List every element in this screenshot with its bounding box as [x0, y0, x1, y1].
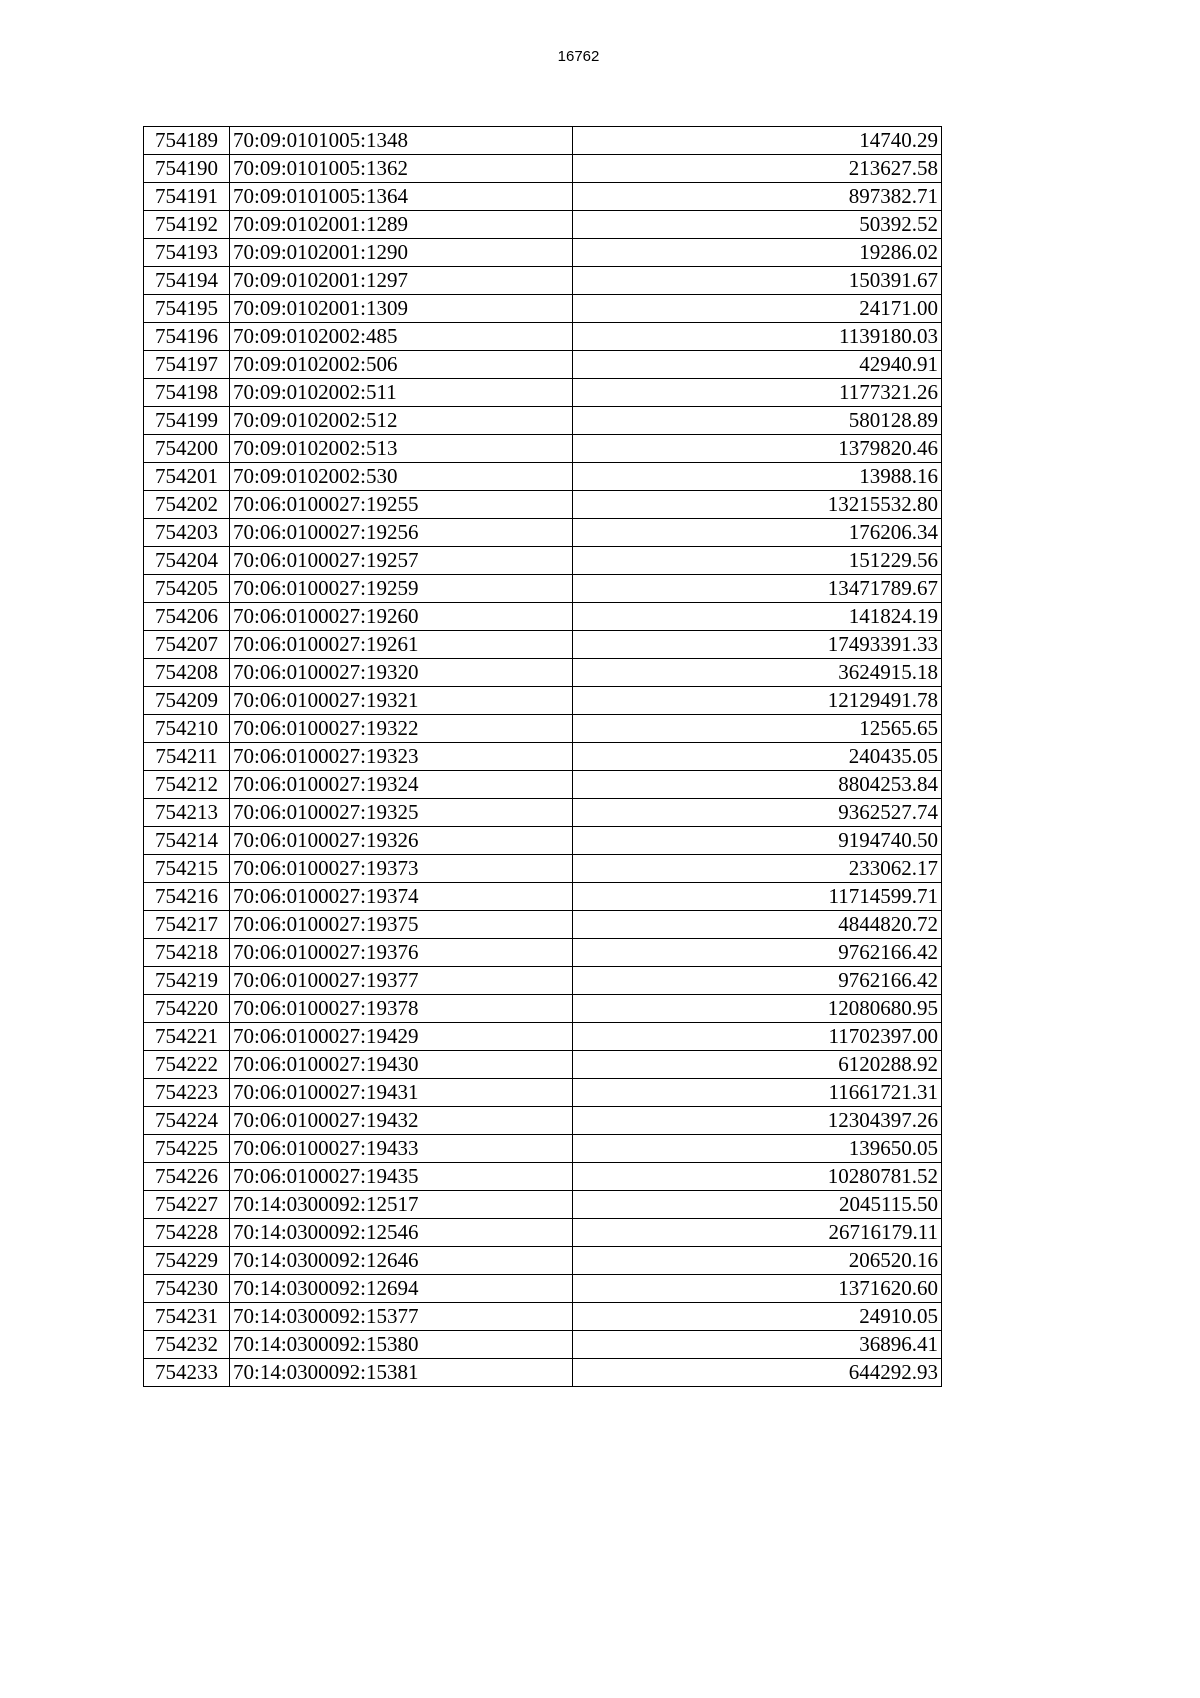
row-number-cell: 754192	[144, 211, 230, 239]
cadastral-value-table	[143, 126, 942, 1387]
cadastral-number-cell: 70:09:0102002:485	[230, 323, 573, 351]
row-number-cell: 754220	[144, 995, 230, 1023]
cadastral-number-cell: 70:09:0101005:1348	[230, 127, 573, 155]
cadastral-value-cell: 176206.34	[573, 519, 942, 547]
table-row	[144, 1135, 942, 1163]
cadastral-number-cell: 70:06:0100027:19375	[230, 911, 573, 939]
cadastral-number-cell: 70:14:0300092:15381	[230, 1359, 573, 1387]
cadastral-number-cell: 70:09:0102002:512	[230, 407, 573, 435]
cadastral-number-cell: 70:09:0101005:1364	[230, 183, 573, 211]
row-number-cell: 754197	[144, 351, 230, 379]
row-number-cell: 754198	[144, 379, 230, 407]
cadastral-number-cell: 70:06:0100027:19259	[230, 575, 573, 603]
table-row	[144, 155, 942, 183]
cadastral-value-cell: 1177321.26	[573, 379, 942, 407]
row-number-cell: 754219	[144, 967, 230, 995]
cadastral-value-cell: 14740.29	[573, 127, 942, 155]
cadastral-value-cell: 213627.58	[573, 155, 942, 183]
cadastral-number-cell: 70:14:0300092:12517	[230, 1191, 573, 1219]
cadastral-value-cell: 17493391.33	[573, 631, 942, 659]
cadastral-number-cell: 70:14:0300092:12546	[230, 1219, 573, 1247]
table-row	[144, 1275, 942, 1303]
cadastral-value-cell: 233062.17	[573, 855, 942, 883]
cadastral-value-cell: 580128.89	[573, 407, 942, 435]
row-number-cell: 754207	[144, 631, 230, 659]
table-row	[144, 799, 942, 827]
row-number-cell: 754226	[144, 1163, 230, 1191]
cadastral-number-cell: 70:06:0100027:19433	[230, 1135, 573, 1163]
table-row	[144, 687, 942, 715]
cadastral-value-cell: 12129491.78	[573, 687, 942, 715]
cadastral-value-cell: 240435.05	[573, 743, 942, 771]
table-row	[144, 743, 942, 771]
table-row	[144, 911, 942, 939]
cadastral-value-cell: 1139180.03	[573, 323, 942, 351]
cadastral-value-cell: 3624915.18	[573, 659, 942, 687]
cadastral-value-cell: 644292.93	[573, 1359, 942, 1387]
cadastral-number-cell: 70:06:0100027:19378	[230, 995, 573, 1023]
table-row	[144, 323, 942, 351]
cadastral-number-cell: 70:06:0100027:19325	[230, 799, 573, 827]
row-number-cell: 754231	[144, 1303, 230, 1331]
cadastral-number-cell: 70:09:0102002:530	[230, 463, 573, 491]
table-row	[144, 1163, 942, 1191]
cadastral-value-cell: 139650.05	[573, 1135, 942, 1163]
row-number-cell: 754214	[144, 827, 230, 855]
row-number-cell: 754218	[144, 939, 230, 967]
row-number-cell: 754193	[144, 239, 230, 267]
table-row	[144, 715, 942, 743]
cadastral-value-cell: 13215532.80	[573, 491, 942, 519]
table-row	[144, 1247, 942, 1275]
cadastral-value-cell: 11661721.31	[573, 1079, 942, 1107]
table-row	[144, 575, 942, 603]
cadastral-value-cell: 19286.02	[573, 239, 942, 267]
cadastral-number-cell: 70:06:0100027:19324	[230, 771, 573, 799]
cadastral-number-cell: 70:06:0100027:19432	[230, 1107, 573, 1135]
cadastral-number-cell: 70:09:0102002:511	[230, 379, 573, 407]
row-number-cell: 754211	[144, 743, 230, 771]
row-number-cell: 754204	[144, 547, 230, 575]
cadastral-value-cell: 8804253.84	[573, 771, 942, 799]
cadastral-value-cell: 11714599.71	[573, 883, 942, 911]
cadastral-value-cell: 10280781.52	[573, 1163, 942, 1191]
table-row	[144, 659, 942, 687]
table-row	[144, 1219, 942, 1247]
cadastral-number-cell: 70:06:0100027:19430	[230, 1051, 573, 1079]
table-row	[144, 435, 942, 463]
row-number-cell: 754217	[144, 911, 230, 939]
cadastral-value-cell: 24171.00	[573, 295, 942, 323]
cadastral-number-cell: 70:09:0102002:513	[230, 435, 573, 463]
cadastral-number-cell: 70:09:0102001:1309	[230, 295, 573, 323]
cadastral-number-cell: 70:14:0300092:12646	[230, 1247, 573, 1275]
cadastral-number-cell: 70:09:0101005:1362	[230, 155, 573, 183]
cadastral-value-cell: 9362527.74	[573, 799, 942, 827]
cadastral-value-cell: 24910.05	[573, 1303, 942, 1331]
table-row	[144, 967, 942, 995]
cadastral-value-cell: 9762166.42	[573, 967, 942, 995]
cadastral-value-cell: 6120288.92	[573, 1051, 942, 1079]
table-row	[144, 1051, 942, 1079]
table-row	[144, 211, 942, 239]
cadastral-number-cell: 70:09:0102001:1290	[230, 239, 573, 267]
row-number-cell: 754201	[144, 463, 230, 491]
table-row	[144, 295, 942, 323]
cadastral-number-cell: 70:06:0100027:19323	[230, 743, 573, 771]
row-number-cell: 754194	[144, 267, 230, 295]
row-number-cell: 754228	[144, 1219, 230, 1247]
row-number-cell: 754232	[144, 1331, 230, 1359]
cadastral-number-cell: 70:06:0100027:19376	[230, 939, 573, 967]
cadastral-number-cell: 70:06:0100027:19429	[230, 1023, 573, 1051]
cadastral-value-cell: 897382.71	[573, 183, 942, 211]
cadastral-value-cell: 9762166.42	[573, 939, 942, 967]
table-row	[144, 771, 942, 799]
cadastral-value-cell: 42940.91	[573, 351, 942, 379]
row-number-cell: 754190	[144, 155, 230, 183]
row-number-cell: 754212	[144, 771, 230, 799]
table-row	[144, 603, 942, 631]
table-row	[144, 379, 942, 407]
cadastral-value-cell: 2045115.50	[573, 1191, 942, 1219]
cadastral-number-cell: 70:06:0100027:19321	[230, 687, 573, 715]
cadastral-number-cell: 70:06:0100027:19377	[230, 967, 573, 995]
cadastral-number-cell: 70:14:0300092:12694	[230, 1275, 573, 1303]
cadastral-value-cell: 9194740.50	[573, 827, 942, 855]
cadastral-number-cell: 70:06:0100027:19435	[230, 1163, 573, 1191]
cadastral-value-cell: 141824.19	[573, 603, 942, 631]
row-number-cell: 754229	[144, 1247, 230, 1275]
row-number-cell: 754210	[144, 715, 230, 743]
table-row	[144, 519, 942, 547]
row-number-cell: 754196	[144, 323, 230, 351]
row-number-cell: 754224	[144, 1107, 230, 1135]
cadastral-number-cell: 70:06:0100027:19255	[230, 491, 573, 519]
row-number-cell: 754189	[144, 127, 230, 155]
row-number-cell: 754222	[144, 1051, 230, 1079]
cadastral-number-cell: 70:09:0102001:1297	[230, 267, 573, 295]
row-number-cell: 754209	[144, 687, 230, 715]
table-row	[144, 407, 942, 435]
cadastral-number-cell: 70:06:0100027:19320	[230, 659, 573, 687]
table-row	[144, 1191, 942, 1219]
row-number-cell: 754202	[144, 491, 230, 519]
cadastral-value-cell: 1371620.60	[573, 1275, 942, 1303]
cadastral-value-cell: 12304397.26	[573, 1107, 942, 1135]
cadastral-number-cell: 70:06:0100027:19256	[230, 519, 573, 547]
page-number: 16762	[557, 48, 600, 65]
cadastral-value-cell: 13988.16	[573, 463, 942, 491]
table-row	[144, 995, 942, 1023]
table-row	[144, 491, 942, 519]
cadastral-value-cell: 151229.56	[573, 547, 942, 575]
cadastral-value-cell: 150391.67	[573, 267, 942, 295]
cadastral-value-cell: 1379820.46	[573, 435, 942, 463]
table-body	[144, 127, 942, 1387]
cadastral-number-cell: 70:06:0100027:19322	[230, 715, 573, 743]
cadastral-number-cell: 70:06:0100027:19257	[230, 547, 573, 575]
cadastral-value-cell: 13471789.67	[573, 575, 942, 603]
table-row	[144, 855, 942, 883]
cadastral-value-cell: 50392.52	[573, 211, 942, 239]
table-row	[144, 1023, 942, 1051]
cadastral-value-cell: 206520.16	[573, 1247, 942, 1275]
cadastral-number-cell: 70:06:0100027:19374	[230, 883, 573, 911]
cadastral-value-cell: 4844820.72	[573, 911, 942, 939]
row-number-cell: 754233	[144, 1359, 230, 1387]
cadastral-number-cell: 70:14:0300092:15380	[230, 1331, 573, 1359]
cadastral-number-cell: 70:06:0100027:19260	[230, 603, 573, 631]
cadastral-number-cell: 70:06:0100027:19431	[230, 1079, 573, 1107]
row-number-cell: 754199	[144, 407, 230, 435]
row-number-cell: 754208	[144, 659, 230, 687]
row-number-cell: 754221	[144, 1023, 230, 1051]
table-row	[144, 1331, 942, 1359]
cadastral-number-cell: 70:06:0100027:19326	[230, 827, 573, 855]
table-row	[144, 127, 942, 155]
row-number-cell: 754195	[144, 295, 230, 323]
table-row	[144, 1303, 942, 1331]
cadastral-value-cell: 11702397.00	[573, 1023, 942, 1051]
table-row	[144, 939, 942, 967]
table-row	[144, 1079, 942, 1107]
table-row	[144, 239, 942, 267]
table-row	[144, 1107, 942, 1135]
row-number-cell: 754206	[144, 603, 230, 631]
row-number-cell: 754200	[144, 435, 230, 463]
row-number-cell: 754225	[144, 1135, 230, 1163]
table-row	[144, 547, 942, 575]
row-number-cell: 754203	[144, 519, 230, 547]
table-row	[144, 267, 942, 295]
cadastral-number-cell: 70:06:0100027:19373	[230, 855, 573, 883]
cadastral-number-cell: 70:14:0300092:15377	[230, 1303, 573, 1331]
table-row	[144, 351, 942, 379]
cadastral-number-cell: 70:09:0102001:1289	[230, 211, 573, 239]
row-number-cell: 754215	[144, 855, 230, 883]
cadastral-value-cell: 12080680.95	[573, 995, 942, 1023]
row-number-cell: 754213	[144, 799, 230, 827]
row-number-cell: 754227	[144, 1191, 230, 1219]
row-number-cell: 754205	[144, 575, 230, 603]
row-number-cell: 754191	[144, 183, 230, 211]
table-row	[144, 631, 942, 659]
cadastral-number-cell: 70:09:0102002:506	[230, 351, 573, 379]
row-number-cell: 754230	[144, 1275, 230, 1303]
cadastral-value-cell: 26716179.11	[573, 1219, 942, 1247]
row-number-cell: 754223	[144, 1079, 230, 1107]
cadastral-value-cell: 12565.65	[573, 715, 942, 743]
table-row	[144, 827, 942, 855]
table-row	[144, 1359, 942, 1387]
table-row	[144, 463, 942, 491]
table-row	[144, 883, 942, 911]
row-number-cell: 754216	[144, 883, 230, 911]
cadastral-value-cell: 36896.41	[573, 1331, 942, 1359]
table-row	[144, 183, 942, 211]
cadastral-number-cell: 70:06:0100027:19261	[230, 631, 573, 659]
